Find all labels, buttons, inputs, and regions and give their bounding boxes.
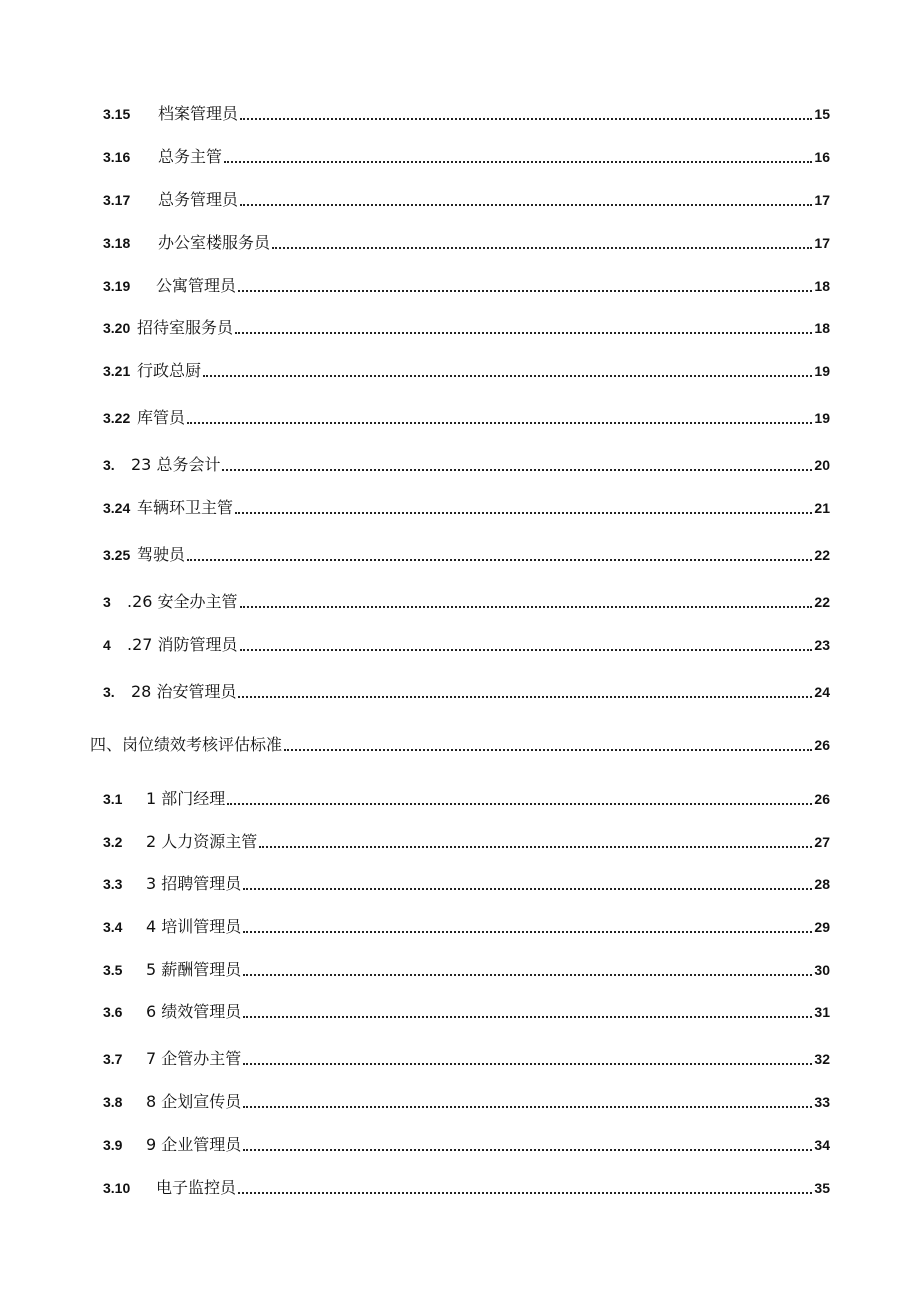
entry-title: 库管员 [137, 408, 186, 427]
entry-title: 电子监控员 [156, 1178, 237, 1197]
dot-leader [227, 802, 812, 805]
toc-entry-3-16[interactable] [103, 143, 830, 167]
entry-number: 3.19 [103, 278, 131, 294]
dot-leader [243, 1105, 812, 1108]
entry-number: 3.20 [103, 320, 131, 336]
toc-entry-3-20[interactable] [103, 314, 830, 338]
entry-title: 行政总厨 [137, 361, 202, 380]
entry-page: 31 [814, 1004, 830, 1020]
dot-leader [243, 1148, 812, 1151]
entry-title: 总务主管 [158, 147, 223, 166]
entry-number: 3.3 [103, 876, 123, 892]
toc-entry-3-19[interactable] [103, 272, 830, 296]
entry-page: 19 [814, 410, 830, 426]
toc-entry-3-26[interactable] [103, 588, 830, 612]
entry-number: 3.2 [103, 834, 123, 850]
entry-number: 4 [103, 637, 111, 653]
dot-leader [238, 1191, 812, 1194]
entry-title: 28 治安管理员 [131, 682, 237, 701]
toc-entry-3-22[interactable] [103, 404, 830, 428]
dot-leader [240, 605, 813, 608]
entry-page: 26 [814, 791, 830, 807]
toc-entry-3-5[interactable] [103, 956, 830, 980]
entry-page: 18 [814, 320, 830, 336]
dot-leader [243, 1062, 812, 1065]
entry-number: 3.5 [103, 962, 123, 978]
entry-page: 27 [814, 834, 830, 850]
entry-page: 19 [814, 363, 830, 379]
entry-number: 3. [103, 684, 115, 700]
entry-title: 招待室服务员 [137, 318, 234, 337]
entry-title: 车辆环卫主管 [137, 498, 234, 517]
entry-page: 23 [814, 637, 830, 653]
dot-leader [243, 930, 812, 933]
entry-number: 3.7 [103, 1051, 123, 1067]
entry-page: 32 [814, 1051, 830, 1067]
entry-number: 3.9 [103, 1137, 123, 1153]
entry-page: 35 [814, 1180, 830, 1196]
entry-title: 7 企管办主管 [146, 1049, 242, 1068]
entry-title: 5 薪酬管理员 [146, 960, 242, 979]
dot-leader [224, 160, 812, 163]
entry-page: 28 [814, 876, 830, 892]
dot-leader [238, 695, 812, 698]
toc-entry-3-10[interactable] [103, 1174, 830, 1198]
entry-number: 3.24 [103, 500, 131, 516]
entry-title: 档案管理员 [158, 104, 239, 123]
entry-title: 1 部门经理 [146, 789, 226, 808]
dot-leader [259, 845, 812, 848]
toc-entry-3-7[interactable] [103, 1045, 830, 1069]
dot-leader [187, 558, 812, 561]
toc-entry-3-2[interactable] [103, 828, 830, 852]
dot-leader [240, 203, 812, 206]
entry-number: 3. [103, 457, 115, 473]
entry-title: 6 绩效管理员 [146, 1002, 242, 1021]
entry-page: 22 [814, 547, 830, 563]
dot-leader [284, 748, 812, 751]
entry-title: .27 消防管理员 [127, 635, 238, 654]
dot-leader [243, 887, 812, 890]
entry-page: 16 [814, 149, 830, 165]
dot-leader [235, 331, 812, 334]
entry-page: 30 [814, 962, 830, 978]
entry-title: 8 企划宣传员 [146, 1092, 242, 1111]
toc-entry-3-21[interactable] [103, 357, 830, 381]
entry-number: 3.6 [103, 1004, 123, 1020]
entry-number: 3.22 [103, 410, 131, 426]
toc-entry-4-27[interactable] [103, 631, 830, 655]
dot-leader [243, 973, 812, 976]
entry-title: 办公室楼服务员 [158, 233, 271, 252]
dot-leader [203, 374, 812, 377]
entry-page: 18 [814, 278, 830, 294]
entry-page: 26 [814, 737, 830, 753]
entry-number: 3.15 [103, 106, 131, 122]
dot-leader [235, 511, 812, 514]
toc-entry-3-17[interactable] [103, 186, 830, 210]
entry-number: 3.8 [103, 1094, 123, 1110]
entry-title: 23 总务会计 [131, 455, 221, 474]
toc-entry-3-23[interactable] [103, 451, 830, 475]
dot-leader [243, 1015, 812, 1018]
entry-title: 2 人力资源主管 [146, 832, 258, 851]
entry-number: 3.17 [103, 192, 131, 208]
entry-page: 22 [814, 594, 830, 610]
entry-page: 34 [814, 1137, 830, 1153]
toc-entry-3-4[interactable] [103, 913, 830, 937]
entry-page: 24 [814, 684, 830, 700]
entry-page: 20 [814, 457, 830, 473]
dot-leader [238, 289, 812, 292]
entry-page: 29 [814, 919, 830, 935]
entry-page: 21 [814, 500, 830, 516]
dot-leader [222, 468, 812, 471]
entry-title: .26 安全办主管 [127, 592, 238, 611]
toc-entry-3-25[interactable] [103, 541, 830, 565]
entry-page: 17 [814, 235, 830, 251]
toc-entry-3-9[interactable] [103, 1131, 830, 1155]
dot-leader [187, 421, 812, 424]
entry-page: 33 [814, 1094, 830, 1110]
entry-page: 17 [814, 192, 830, 208]
dot-leader [272, 246, 812, 249]
chapter-title: 四、岗位绩效考核评估标准 [90, 735, 283, 754]
entry-number: 3 [103, 594, 111, 610]
toc-entry-3-6[interactable] [103, 998, 830, 1022]
toc-chapter-4[interactable] [90, 731, 830, 755]
entry-number: 3.4 [103, 919, 123, 935]
toc-entry-3-3[interactable] [103, 870, 830, 894]
dot-leader [240, 117, 812, 120]
toc-entry-3-8[interactable] [103, 1088, 830, 1112]
entry-title: 公寓管理员 [156, 276, 237, 295]
toc-entry-3-24[interactable] [103, 494, 830, 518]
entry-number: 3.16 [103, 149, 131, 165]
entry-title: 总务管理员 [158, 190, 239, 209]
entry-number: 3.21 [103, 363, 131, 379]
entry-number: 3.1 [103, 791, 123, 807]
entry-page: 15 [814, 106, 830, 122]
toc-entry-3-18[interactable] [103, 229, 830, 253]
entry-number: 3.18 [103, 235, 131, 251]
toc-entry-3-1[interactable] [103, 785, 830, 809]
entry-title: 驾驶员 [137, 545, 186, 564]
entry-title: 9 企业管理员 [146, 1135, 242, 1154]
entry-number: 3.25 [103, 547, 131, 563]
toc-entry-3-28[interactable] [103, 678, 830, 702]
entry-title: 4 培训管理员 [146, 917, 242, 936]
toc-entry-3-15[interactable] [103, 100, 830, 124]
dot-leader [240, 648, 813, 651]
entry-title: 3 招聘管理员 [146, 874, 242, 893]
entry-number: 3.10 [103, 1180, 131, 1196]
